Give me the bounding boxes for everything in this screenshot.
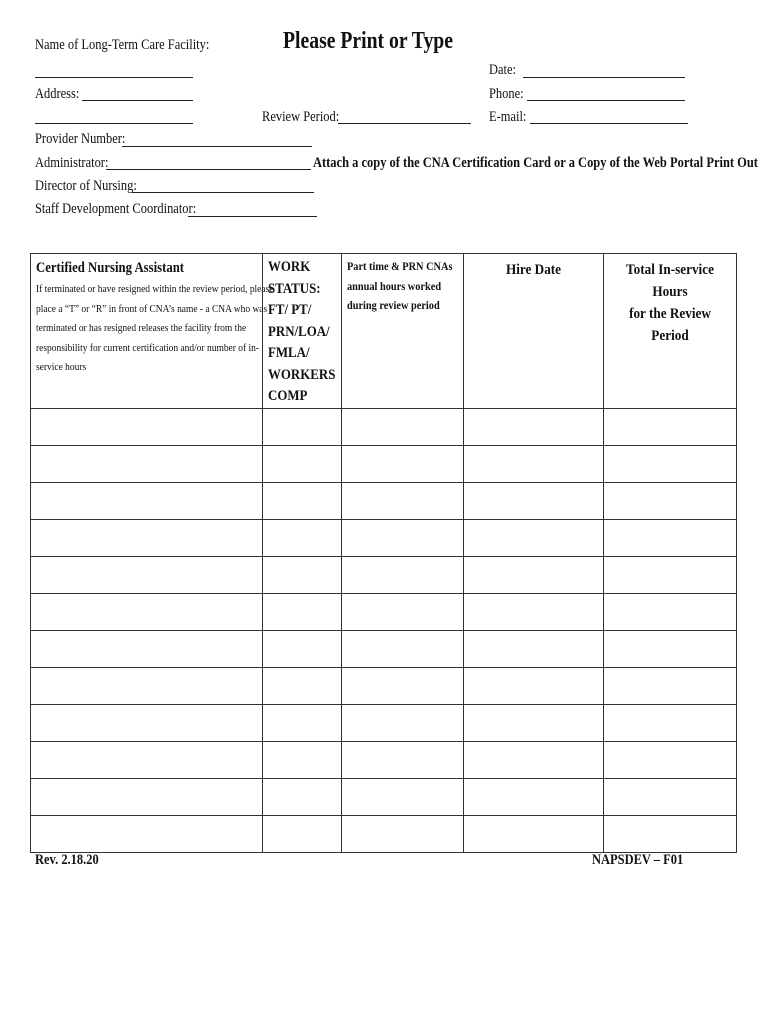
part-time-hours-cell[interactable]: [342, 630, 464, 667]
total-hours-cell[interactable]: [604, 704, 737, 741]
cna-name-cell[interactable]: [31, 667, 263, 704]
work-status-cell[interactable]: [263, 778, 342, 815]
col-cna-header: [31, 254, 274, 409]
cna-name-cell[interactable]: [31, 408, 263, 445]
address-field-line2[interactable]: [35, 123, 193, 124]
col-status-line: FMLA/: [268, 345, 310, 361]
director-of-nursing-field[interactable]: [132, 192, 314, 193]
review-period-label: Review Period:: [262, 109, 340, 125]
hire-date-cell[interactable]: [464, 519, 604, 556]
total-hours-cell[interactable]: [604, 445, 737, 482]
col-cna-note-line: If terminated or have resigned within the review period, please: [36, 283, 274, 295]
work-status-cell[interactable]: [263, 519, 342, 556]
table-row: [31, 815, 737, 852]
work-status-cell[interactable]: [263, 704, 342, 741]
phone-label: Phone:: [489, 86, 524, 102]
hire-date-cell[interactable]: [464, 482, 604, 519]
col-hire-title: Hire Date: [505, 262, 562, 278]
col-cna-note-line: responsibility for current certification and/or number of in-: [36, 341, 260, 354]
work-status-cell[interactable]: [263, 815, 342, 852]
col-status-line: PRN/LOA/: [268, 323, 330, 340]
col-cna-title: Certified Nursing Assistant: [36, 260, 185, 276]
hire-date-cell[interactable]: [464, 778, 604, 815]
col-status-line: STATUS:: [268, 280, 321, 297]
work-status-cell[interactable]: [263, 445, 342, 482]
col-hire-date-header: [464, 254, 604, 409]
total-hours-cell[interactable]: [604, 408, 737, 445]
col-part-time-header: [342, 254, 464, 409]
col-part-line: during review period: [347, 298, 440, 312]
col-cna-note-line: terminated or has resigned releases the facility from the: [36, 322, 247, 334]
hire-date-cell[interactable]: [464, 445, 604, 482]
work-status-cell[interactable]: [263, 741, 342, 778]
email-label: E-mail:: [489, 109, 527, 125]
col-work-status-header: [263, 254, 342, 409]
hire-date-cell[interactable]: [464, 741, 604, 778]
form-code-label: NAPSDEV – F01: [592, 852, 684, 868]
review-period-field[interactable]: [338, 123, 471, 124]
cna-name-cell[interactable]: [31, 519, 263, 556]
cna-name-cell[interactable]: [31, 815, 263, 852]
revision-label: Rev. 2.18.20: [35, 852, 99, 868]
total-hours-cell[interactable]: [604, 556, 737, 593]
part-time-hours-cell[interactable]: [342, 741, 464, 778]
email-field[interactable]: [530, 123, 688, 124]
work-status-cell[interactable]: [263, 667, 342, 704]
col-cna-note-line: service hours: [36, 361, 87, 373]
address-field-line1[interactable]: [82, 100, 193, 101]
table-row: [31, 667, 737, 704]
table-row: [31, 593, 737, 630]
total-hours-cell[interactable]: [604, 667, 737, 704]
phone-field[interactable]: [527, 100, 685, 101]
cna-name-cell[interactable]: [31, 704, 263, 741]
hire-date-cell[interactable]: [464, 593, 604, 630]
work-status-cell[interactable]: [263, 630, 342, 667]
staff-development-label: Staff Development Coordinator:: [35, 201, 197, 217]
table-row: [31, 445, 737, 482]
hire-date-cell[interactable]: [464, 815, 604, 852]
provider-number-label: Provider Number:: [35, 131, 126, 147]
total-hours-cell[interactable]: [604, 519, 737, 556]
director-of-nursing-label: Director of Nursing:: [35, 178, 137, 194]
col-status-line: WORK: [268, 259, 311, 275]
table-header-row: [31, 254, 737, 409]
col-total-hours-header: [604, 254, 737, 409]
table-row: [31, 741, 737, 778]
table-row: [31, 482, 737, 519]
total-hours-cell[interactable]: [604, 630, 737, 667]
hire-date-cell[interactable]: [464, 408, 604, 445]
total-hours-cell[interactable]: [604, 815, 737, 852]
total-hours-cell[interactable]: [604, 482, 737, 519]
staff-development-field[interactable]: [188, 216, 317, 217]
cna-name-cell[interactable]: [31, 778, 263, 815]
hire-date-cell[interactable]: [464, 630, 604, 667]
part-time-hours-cell[interactable]: [342, 704, 464, 741]
part-time-hours-cell[interactable]: [342, 778, 464, 815]
col-status-line: FT/ PT/: [268, 302, 312, 318]
facility-name-field[interactable]: [35, 77, 193, 78]
col-status-line: WORKERS: [268, 366, 336, 383]
date-label: Date:: [489, 62, 517, 78]
col-status-line: COMP: [268, 388, 308, 404]
cna-name-cell[interactable]: [31, 482, 263, 519]
part-time-hours-cell[interactable]: [342, 519, 464, 556]
hire-date-cell[interactable]: [464, 704, 604, 741]
hire-date-cell[interactable]: [464, 556, 604, 593]
total-hours-cell[interactable]: [604, 593, 737, 630]
cna-roster-table: [30, 253, 737, 853]
total-hours-cell[interactable]: [604, 778, 737, 815]
table-row: [31, 556, 737, 593]
cna-name-cell[interactable]: [31, 630, 263, 667]
hire-date-cell[interactable]: [464, 667, 604, 704]
col-cna-note-line: place a “T” or “R” in front of CNA’s name - a CNA who was: [36, 302, 268, 315]
address-label: Address:: [35, 86, 80, 102]
provider-number-field[interactable]: [122, 146, 312, 147]
administrator-field[interactable]: [106, 169, 311, 170]
table-row: [31, 519, 737, 556]
administrator-label: Administrator:: [35, 155, 109, 171]
facility-label: Name of Long-Term Care Facility:: [35, 37, 210, 53]
cna-name-cell[interactable]: [31, 445, 263, 482]
work-status-cell[interactable]: [263, 556, 342, 593]
cna-name-cell[interactable]: [31, 741, 263, 778]
form-title: Please Print or Type: [283, 28, 453, 54]
table-row: [31, 408, 737, 445]
part-time-hours-cell[interactable]: [342, 556, 464, 593]
col-total-line: for the Review Period: [629, 306, 711, 344]
part-time-hours-cell[interactable]: [342, 667, 464, 704]
cna-name-cell[interactable]: [31, 593, 263, 630]
table-row: [31, 704, 737, 741]
cna-name-cell[interactable]: [31, 556, 263, 593]
date-field[interactable]: [523, 77, 685, 78]
work-status-cell[interactable]: [263, 408, 342, 445]
work-status-cell[interactable]: [263, 593, 342, 630]
part-time-hours-cell[interactable]: [342, 815, 464, 852]
part-time-hours-cell[interactable]: [342, 445, 464, 482]
col-part-line: Part time & PRN CNAs: [347, 259, 453, 273]
col-total-line: Total In-service Hours: [626, 262, 714, 300]
part-time-hours-cell[interactable]: [342, 593, 464, 630]
work-status-cell[interactable]: [263, 482, 342, 519]
part-time-hours-cell[interactable]: [342, 408, 464, 445]
total-hours-cell[interactable]: [604, 741, 737, 778]
part-time-hours-cell[interactable]: [342, 482, 464, 519]
table-row: [31, 630, 737, 667]
table-row: [31, 778, 737, 815]
col-part-line: annual hours worked: [347, 278, 442, 293]
attach-note: Attach a copy of the CNA Certification Card or a Copy of the Web Portal Print Out: [313, 155, 758, 171]
